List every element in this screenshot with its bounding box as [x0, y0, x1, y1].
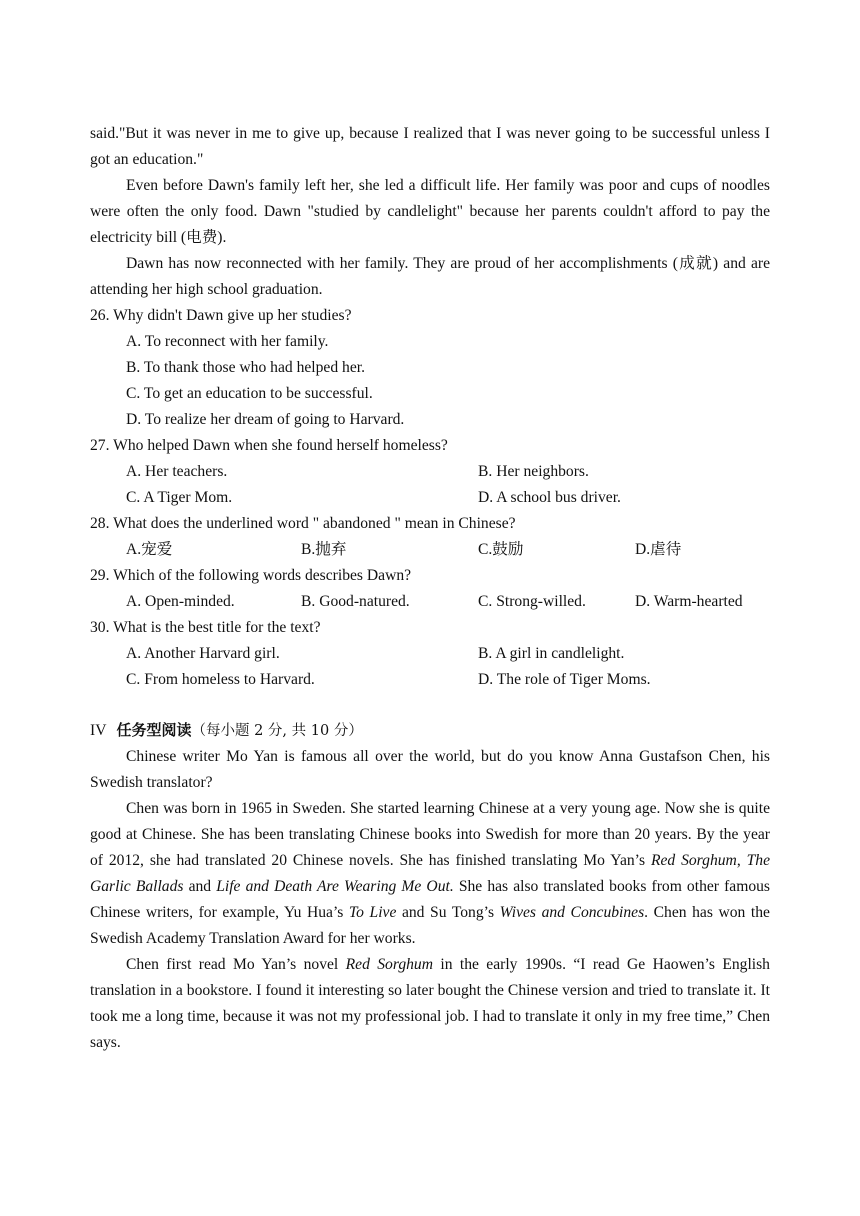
option-b: B. Her neighbors. — [478, 463, 589, 480]
option-a: A. To reconnect with her family. — [126, 333, 329, 350]
option-d: D. Warm-hearted — [635, 593, 743, 610]
question-26 — [90, 303, 770, 433]
text-run: and Su Tong’s — [396, 904, 500, 921]
option-c: C. From homeless to Harvard. — [126, 671, 315, 688]
passage-paragraph-3: Dawn has now reconnected with her family. They are proud of her accomplishments (成就) and are attending her high school graduation. — [90, 255, 770, 298]
question-28 — [90, 511, 770, 563]
text-run: Chen first read Mo Yan’s novel — [126, 956, 346, 973]
option-d: D. To realize her dream of going to Harvard. — [126, 411, 405, 428]
option-d: D.虐待 — [635, 541, 682, 558]
book-title: Life and Death Are Wearing Me Out. — [216, 878, 454, 895]
option-a: A. Another Harvard girl. — [126, 645, 280, 662]
passage-paragraph-1: said."But it was never in me to give up, because I realized that I was never going to be successful unless I got an education." — [90, 125, 770, 168]
section-paragraph-2 — [90, 796, 770, 952]
option-c: C.鼓励 — [478, 541, 524, 558]
text-run: and — [183, 878, 217, 895]
text-run: . Chen has won the Swedish Academy Translation Award for her works. — [90, 904, 770, 947]
section-title: 任务型阅读 — [116, 721, 192, 739]
question-stem: 29. Which of the following words describes Dawn? — [90, 567, 412, 584]
question-30 — [90, 615, 770, 693]
text-run: in the early 1990s. “I read Ge Haowen’s English translation in a bookstore. I found it interesting so later bought the Chinese version and tried to translate it. It took me a long time, because it was not my professional job. I had to translate it only in my free time,” Chen says. — [90, 956, 770, 1051]
option-a: A.宠爱 — [126, 541, 173, 558]
question-29 — [90, 563, 770, 615]
option-c: C. To get an education to be successful. — [126, 385, 373, 402]
option-c: C. Strong-willed. — [478, 593, 586, 610]
option-b: B. A girl in candlelight. — [478, 645, 625, 662]
question-stem: 27. Who helped Dawn when she found herself homeless? — [90, 437, 448, 454]
option-a: A. Her teachers. — [126, 463, 228, 480]
options-row — [90, 667, 770, 693]
text-run: She has also translated books from other famous Chinese writers, for example, Yu Hua’s — [90, 878, 770, 921]
section-heading — [90, 717, 770, 744]
option-d: D. A school bus driver. — [478, 489, 621, 506]
book-title: The Garlic Ballads — [90, 852, 771, 895]
book-title: To Live — [348, 904, 397, 921]
option-c: C. A Tiger Mom. — [126, 489, 233, 506]
section-paragraph-1: Chinese writer Mo Yan is famous all over the world, but do you know Anna Gustafson Chen, his Swedish translator? — [90, 748, 770, 791]
options-row — [90, 537, 770, 563]
text-run: , — [736, 852, 747, 869]
question-27 — [90, 433, 770, 511]
question-stem: 28. What does the underlined word " abandoned " mean in Chinese? — [90, 515, 516, 532]
option-a: A. Open-minded. — [126, 593, 235, 610]
option-b: B.抛弃 — [301, 541, 347, 558]
option-b: B. To thank those who had helped her. — [126, 359, 365, 376]
book-title: Red Sorghum — [345, 956, 433, 973]
options-row — [90, 485, 770, 511]
section-paragraph-3 — [90, 952, 770, 1056]
options-row — [90, 641, 770, 667]
page-content — [90, 121, 770, 1056]
book-title: Red Sorghum — [650, 852, 737, 869]
book-title: Wives and Concubines — [499, 904, 645, 921]
section-number: IV — [90, 722, 107, 739]
section-note: （每小题 2 分, 共 10 分） — [191, 723, 363, 739]
passage-paragraph-2: Even before Dawn's family left her, she led a difficult life. Her family was poor and cups of noodles were often the only food. Dawn "studied by candlelight" because her parents couldn't afford to pay the electricity bill (电费). — [90, 177, 770, 246]
option-d: D. The role of Tiger Moms. — [478, 671, 651, 688]
option-b: B. Good-natured. — [301, 593, 410, 610]
text-run: Chen was born in 1965 in Sweden. She started learning Chinese at a very young age. Now she is quite good at Chinese. She has been translating Chinese books into Swedish for more than 20 years. By the year of 2012, she had translated 20 Chinese novels. She has finished translating Mo Yan’s — [90, 800, 770, 869]
question-stem: 30. What is the best title for the text? — [90, 619, 321, 636]
options-row — [90, 459, 770, 485]
options-row — [90, 589, 770, 615]
question-stem: 26. Why didn't Dawn give up her studies? — [90, 307, 352, 324]
